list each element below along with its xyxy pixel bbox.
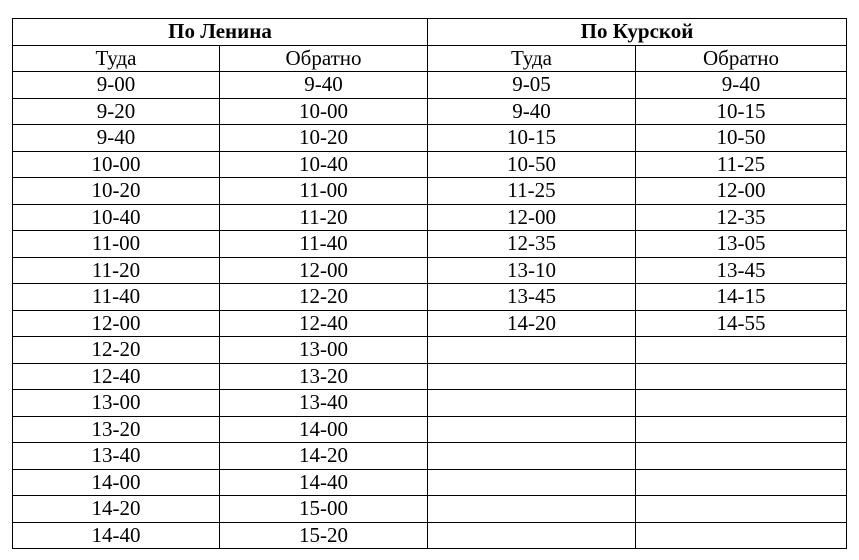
time-cell-lenina-back: 11-00 (220, 178, 428, 205)
time-cell-lenina-there: 14-40 (13, 522, 220, 549)
table-row (13, 98, 847, 125)
schedule-body (13, 72, 847, 549)
table-row (13, 363, 847, 390)
table-row (13, 204, 847, 231)
time-cell-kurskoy-back: 14-55 (636, 310, 847, 337)
time-cell-kurskoy-back (636, 469, 847, 496)
time-cell-lenina-there: 11-20 (13, 257, 220, 284)
time-cell-kurskoy-there (428, 469, 636, 496)
time-cell-kurskoy-back: 14-15 (636, 284, 847, 311)
time-cell-kurskoy-back: 13-05 (636, 231, 847, 258)
table-row (13, 231, 847, 258)
time-cell-kurskoy-back (636, 390, 847, 417)
table-row (13, 151, 847, 178)
time-cell-kurskoy-back (636, 522, 847, 549)
route-title-lenina: По Ленина (13, 19, 428, 46)
time-cell-lenina-back: 14-20 (220, 443, 428, 470)
time-cell-lenina-there: 14-20 (13, 496, 220, 523)
time-cell-kurskoy-there: 9-40 (428, 98, 636, 125)
time-cell-kurskoy-back (636, 496, 847, 523)
table-row (13, 284, 847, 311)
time-cell-lenina-back: 11-20 (220, 204, 428, 231)
time-cell-kurskoy-back (636, 416, 847, 443)
time-cell-kurskoy-back: 12-35 (636, 204, 847, 231)
table-row (13, 125, 847, 152)
table-row (13, 522, 847, 549)
time-cell-kurskoy-back: 10-15 (636, 98, 847, 125)
direction-there-lenina: Туда (13, 45, 220, 72)
time-cell-kurskoy-back (636, 337, 847, 364)
route-title-row (13, 19, 847, 46)
time-cell-kurskoy-there: 12-35 (428, 231, 636, 258)
time-cell-lenina-back: 15-20 (220, 522, 428, 549)
table-header (13, 19, 847, 72)
time-cell-lenina-there: 13-00 (13, 390, 220, 417)
time-cell-lenina-there: 14-00 (13, 469, 220, 496)
time-cell-kurskoy-there: 13-10 (428, 257, 636, 284)
time-cell-lenina-there: 11-00 (13, 231, 220, 258)
time-cell-lenina-there: 9-40 (13, 125, 220, 152)
time-cell-lenina-there: 12-40 (13, 363, 220, 390)
time-cell-lenina-there: 10-00 (13, 151, 220, 178)
time-cell-kurskoy-back: 12-00 (636, 178, 847, 205)
time-cell-kurskoy-back: 11-25 (636, 151, 847, 178)
time-cell-lenina-back: 11-40 (220, 231, 428, 258)
time-cell-kurskoy-back (636, 363, 847, 390)
table-row (13, 443, 847, 470)
time-cell-lenina-back: 14-40 (220, 469, 428, 496)
time-cell-lenina-back: 13-40 (220, 390, 428, 417)
table-row (13, 257, 847, 284)
time-cell-kurskoy-there: 13-45 (428, 284, 636, 311)
direction-there-kurskoy: Туда (428, 45, 636, 72)
direction-back-lenina: Обратно (220, 45, 428, 72)
table-row (13, 178, 847, 205)
time-cell-kurskoy-back (636, 443, 847, 470)
time-cell-lenina-back: 14-00 (220, 416, 428, 443)
time-cell-lenina-back: 12-00 (220, 257, 428, 284)
time-cell-lenina-there: 9-00 (13, 72, 220, 99)
time-cell-kurskoy-there (428, 390, 636, 417)
time-cell-lenina-there: 13-40 (13, 443, 220, 470)
time-cell-lenina-back: 9-40 (220, 72, 428, 99)
time-cell-kurskoy-there (428, 337, 636, 364)
time-cell-lenina-there: 11-40 (13, 284, 220, 311)
time-cell-lenina-back: 12-40 (220, 310, 428, 337)
time-cell-kurskoy-back: 13-45 (636, 257, 847, 284)
time-cell-kurskoy-back: 9-40 (636, 72, 847, 99)
table-row (13, 469, 847, 496)
bus-schedule-table (12, 18, 847, 549)
table-row (13, 416, 847, 443)
table-row (13, 72, 847, 99)
time-cell-kurskoy-there (428, 522, 636, 549)
time-cell-lenina-back: 15-00 (220, 496, 428, 523)
table-row (13, 337, 847, 364)
time-cell-lenina-there: 9-20 (13, 98, 220, 125)
time-cell-kurskoy-there (428, 416, 636, 443)
time-cell-kurskoy-there (428, 363, 636, 390)
time-cell-lenina-there: 12-00 (13, 310, 220, 337)
time-cell-kurskoy-there: 11-25 (428, 178, 636, 205)
time-cell-kurskoy-there (428, 496, 636, 523)
time-cell-kurskoy-there: 12-00 (428, 204, 636, 231)
time-cell-lenina-back: 12-20 (220, 284, 428, 311)
time-cell-kurskoy-there: 10-50 (428, 151, 636, 178)
time-cell-lenina-back: 10-40 (220, 151, 428, 178)
time-cell-lenina-there: 10-40 (13, 204, 220, 231)
time-cell-lenina-back: 10-20 (220, 125, 428, 152)
table-row (13, 496, 847, 523)
table-row (13, 390, 847, 417)
time-cell-lenina-back: 10-00 (220, 98, 428, 125)
route-title-kurskoy: По Курской (428, 19, 847, 46)
time-cell-lenina-back: 13-00 (220, 337, 428, 364)
direction-row (13, 45, 847, 72)
time-cell-kurskoy-there (428, 443, 636, 470)
table-row (13, 310, 847, 337)
time-cell-lenina-there: 13-20 (13, 416, 220, 443)
time-cell-kurskoy-there: 14-20 (428, 310, 636, 337)
time-cell-kurskoy-there: 10-15 (428, 125, 636, 152)
time-cell-lenina-back: 13-20 (220, 363, 428, 390)
time-cell-kurskoy-there: 9-05 (428, 72, 636, 99)
time-cell-lenina-there: 10-20 (13, 178, 220, 205)
direction-back-kurskoy: Обратно (636, 45, 847, 72)
time-cell-lenina-there: 12-20 (13, 337, 220, 364)
time-cell-kurskoy-back: 10-50 (636, 125, 847, 152)
